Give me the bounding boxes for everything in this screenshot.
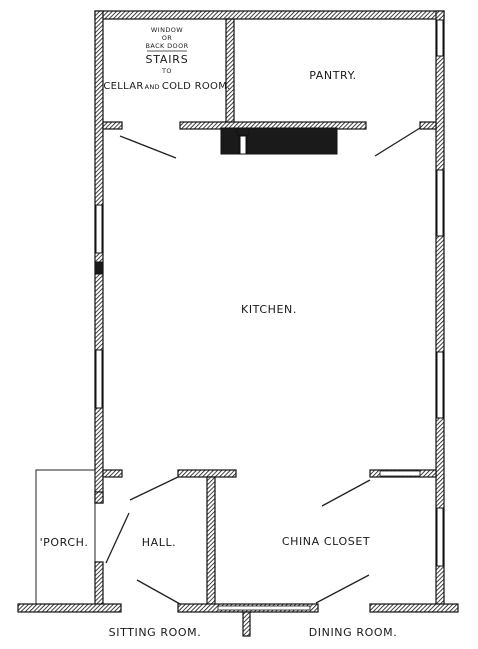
chimney-right (247, 128, 337, 154)
pantry-label: PANTRY. (309, 69, 357, 82)
chimney-bridge (237, 128, 249, 135)
right-window-upper (437, 170, 443, 236)
kitchen-label: KITCHEN. (241, 303, 297, 316)
bottom-wall-left (18, 604, 121, 612)
porch-label: 'PORCH. (39, 536, 89, 549)
dining-room-label: DINING ROOM. (308, 626, 398, 639)
top-wall (95, 11, 444, 19)
pantry-door (375, 128, 420, 156)
window-note-line2: OR (161, 34, 173, 42)
kitchen-closet-door (322, 480, 370, 506)
stairs-to-label: TO (162, 67, 172, 75)
stairs-pantry-partition (226, 19, 234, 123)
pantry-wall-stub (420, 122, 436, 129)
cellar-suffix: COLD ROOM. (161, 81, 231, 92)
kitchen-hall-door (130, 477, 178, 500)
sitting-room-label: SITTING ROOM. (108, 626, 202, 639)
closet-window (437, 508, 443, 566)
hall-closet-partition (207, 477, 215, 611)
hall-label: HALL. (141, 536, 177, 549)
bottom-wall-right (370, 604, 458, 612)
window-note-line3: BACK DOOR (145, 42, 189, 50)
cellar-and: AND (144, 83, 160, 91)
window-note-line1: WINDOW (150, 26, 184, 34)
left-wall (95, 11, 103, 503)
stairs-door (120, 136, 176, 158)
stairs-label: STAIRS (145, 53, 189, 66)
left-window-upper (96, 205, 102, 253)
porch-door (106, 513, 129, 563)
chimney-left (221, 128, 239, 154)
closet-pass-window (380, 471, 420, 476)
bottom-wall-window (218, 606, 310, 610)
stairs-wall-stub (103, 122, 122, 129)
cellar-label (103, 81, 230, 92)
flue-opening (240, 136, 246, 154)
dining-room-door (316, 575, 369, 603)
hall-left-wall-upper (95, 492, 103, 503)
left-wall-post (95, 262, 103, 274)
right-window-lower (437, 352, 443, 418)
kitchen-bottom-left-stub (103, 470, 122, 477)
bottom-wall-stub (243, 612, 250, 636)
cellar-prefix: CELLAR (103, 81, 144, 92)
kitchen-bottom-wall (178, 470, 236, 477)
china-closet-label: CHINA CLOSET (281, 535, 371, 548)
pantry-window (437, 20, 443, 56)
left-window-lower (96, 350, 102, 408)
sitting-room-door (137, 580, 180, 604)
